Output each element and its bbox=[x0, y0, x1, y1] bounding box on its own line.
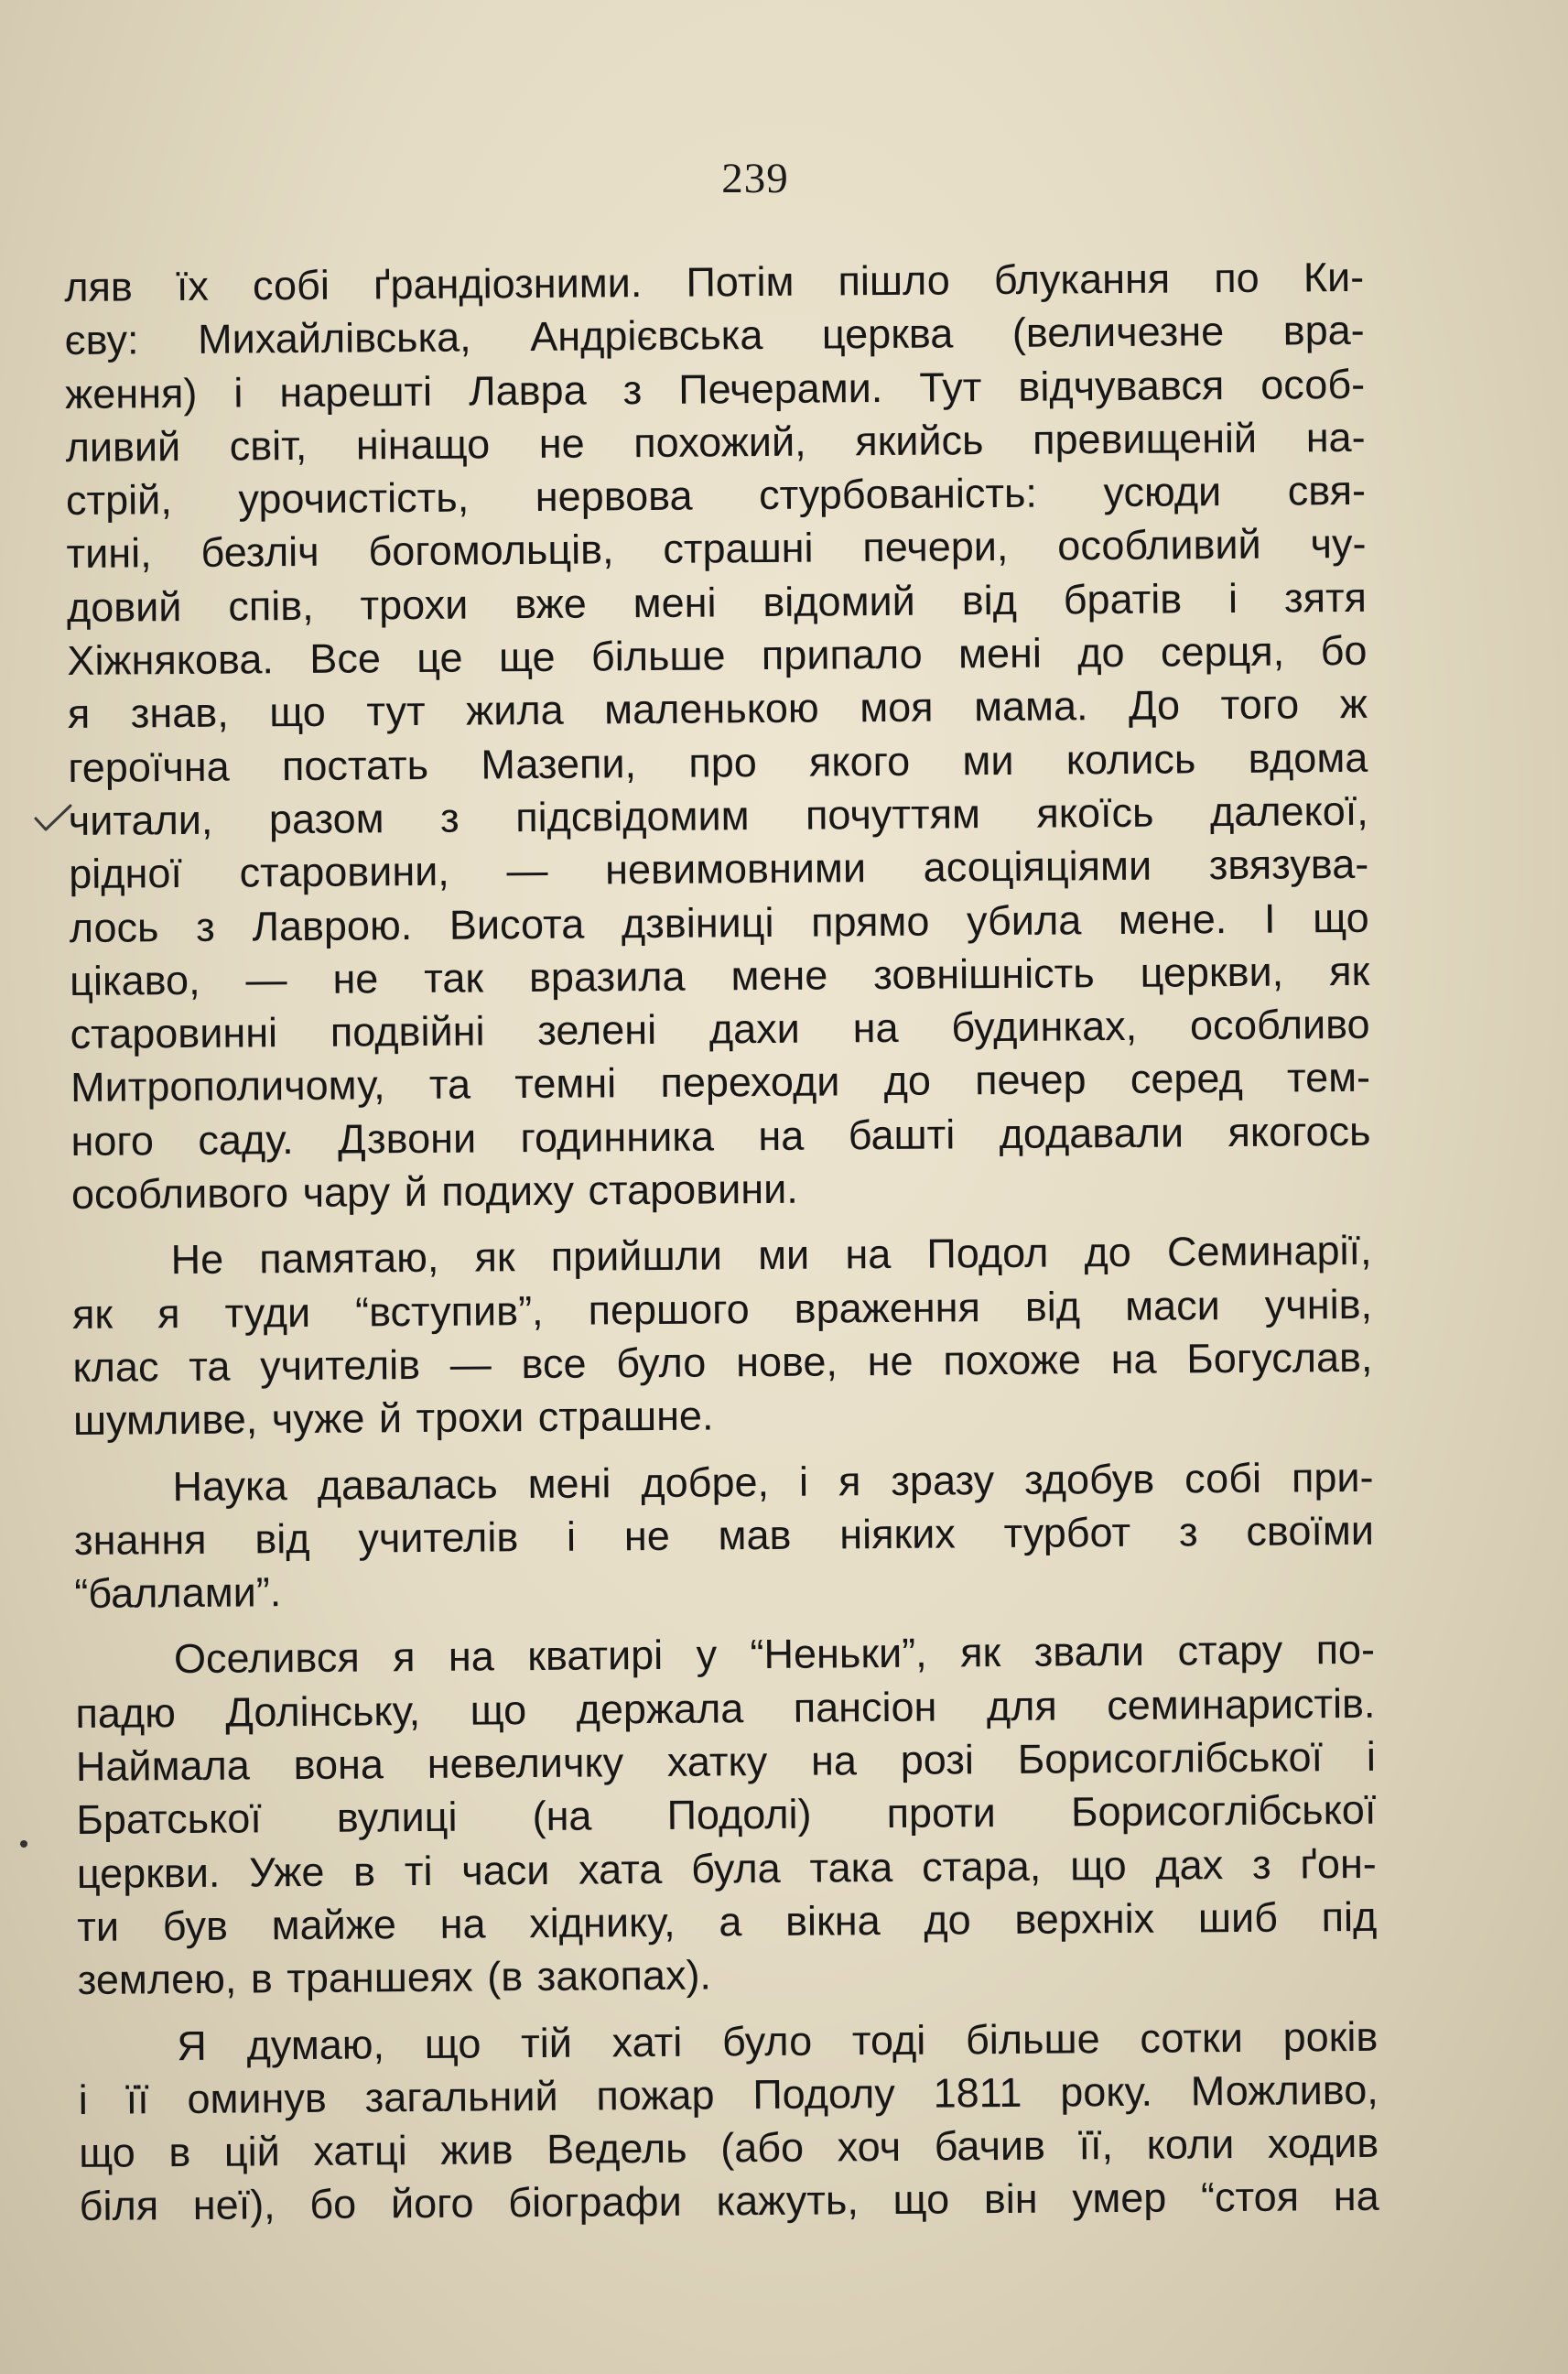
text-line: що в цій хатці жив Ведель (або хоч бачив її, коли ходив bbox=[79, 2119, 1379, 2177]
text-line: особливого чару й подиху старовини. bbox=[70, 1165, 798, 1219]
text-line: Братської вулиці (на Подолі) проти Борисоглібської bbox=[76, 1786, 1377, 1844]
text-line: я знав, що тут жила маленькою моя мама. До того ж bbox=[67, 680, 1368, 738]
text-line: Наймала вона невеличку хатку на розі Борисоглібської і bbox=[75, 1732, 1377, 1790]
text-line: Я думаю, що тій хаті було тоді більше сотки років bbox=[177, 2012, 1379, 2069]
text-line: знання від учителів і не мав ніяких турбот з своїми bbox=[73, 1506, 1375, 1564]
text-line: довий спів, трохи вже мені відомий від братів і зятя bbox=[66, 573, 1368, 631]
text-line: і її оминув загальний пожар Подолу 1811 року. Можливо, bbox=[78, 2065, 1379, 2123]
text-line: стрій, урочистість, нервова стурбованість: усюди свя- bbox=[65, 467, 1367, 525]
text-line: біля неї), бо його біографи кажуть, що він умер “стоя на bbox=[79, 2173, 1379, 2230]
text-line: церкви. Уже в ті часи хата була така стара, що дах з ґон- bbox=[76, 1839, 1377, 1897]
text-line: єву: Михайлівська, Андрієвська церква (величезне вра- bbox=[64, 307, 1365, 364]
text-line: ного саду. Дзвони годинника на башті додавали якогось bbox=[70, 1107, 1371, 1165]
text-line: як я туди “вступив”, першого враження від маси учнів, bbox=[71, 1280, 1373, 1338]
text-line: ження) і нарешті Лавра з Печерами. Тут відчувався особ- bbox=[64, 360, 1366, 417]
text-line: Митрополичому, та темні переходи до печер серед тем- bbox=[70, 1054, 1371, 1111]
text-line: цікаво, — не так вразила мене зовнішність церкви, як bbox=[69, 947, 1370, 1004]
text-line: землею, в траншеях (в закопах). bbox=[77, 1951, 712, 2004]
text-line: “баллами”. bbox=[74, 1568, 282, 1618]
text-line: Наука давалась мені добре, і я зразу здобув собі при- bbox=[172, 1453, 1374, 1510]
body-text bbox=[64, 251, 1379, 2234]
text-line: ляв їх собі ґрандіозними. Потім пішло блукання по Ки- bbox=[64, 253, 1365, 310]
text-line: Оселився я на кватирі у “Неньки”, як звали стару по- bbox=[173, 1626, 1376, 1683]
check-mark-icon bbox=[33, 802, 73, 833]
page-number: 239 bbox=[721, 155, 789, 202]
text-line: клас та учителів — все було нове, не похоже на Богуслав, bbox=[72, 1333, 1373, 1391]
ink-dot bbox=[20, 1840, 27, 1848]
text-line: Не памятаю, як прийшли ми на Подол до Семинарії, bbox=[170, 1227, 1372, 1284]
text-line: рідної старовини, — невимовними асоціяціями звязува- bbox=[69, 840, 1369, 898]
text-line: тині, безліч богомольців, страшні печери, особливий чу- bbox=[66, 520, 1367, 578]
text-line: Хіжнякова. Все це ще більше припало мені до серця, бо bbox=[67, 626, 1368, 685]
text-line: ливий світ, нінащо не похожий, якийсь превищеній на- bbox=[65, 413, 1366, 471]
text-line: читали, разом з підсвідомим почуттям якоїсь далекої, bbox=[68, 786, 1368, 844]
text-line: старовинні подвійні зелені дахи на будинках, особливо bbox=[70, 1000, 1370, 1058]
text-line: шумливе, чуже й трохи страшне. bbox=[72, 1392, 714, 1445]
text-line: падю Долінську, що держала пансіон для семинаристів. bbox=[75, 1679, 1376, 1737]
text-line: героїчна постать Мазепи, про якого ми колись вдома bbox=[68, 733, 1368, 791]
text-line: лось з Лаврою. Висота дзвіниці прямо убила мене. І що bbox=[69, 894, 1369, 951]
text-line: ти був майже на хіднику, а вікна до верхніх шиб під bbox=[77, 1892, 1378, 1950]
